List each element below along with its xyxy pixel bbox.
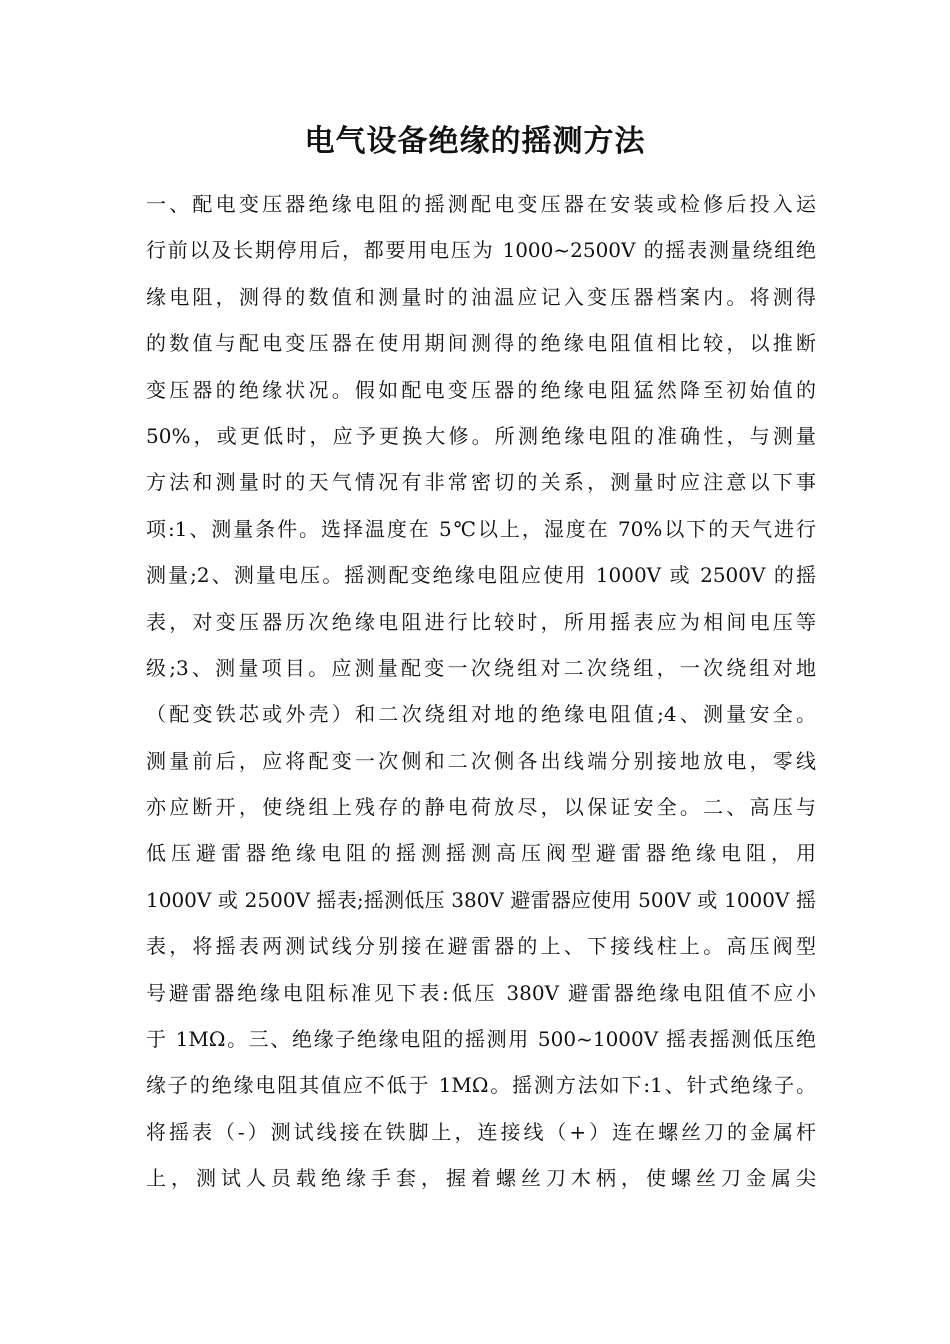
body-line: 测量前后，应将配变一次侧和二次侧各出线端分别接地放电，零线: [146, 748, 816, 773]
body-line: 缘电阻，测得的数值和测量时的油温应记入变压器档案内。将测得: [146, 284, 816, 309]
body-line: 项:1、测量条件。选择温度在 5℃以上，湿度在 70%以下的天气进行: [146, 516, 816, 541]
body-line: （配变铁芯或外壳）和二次绕组对地的绝缘电阻值;4、测量安全。: [146, 702, 816, 727]
body-line: 于 1MΩ。三、绝缘子绝缘电阻的摇测用 500~1000V 摇表摇测低压绝: [146, 1027, 816, 1052]
body-line: 50%，或更低时，应予更换大修。所测绝缘电阻的准确性，与测量: [146, 423, 816, 448]
body-line: 一、配电变压器绝缘电阻的摇测配电变压器在安装或检修后投入运: [146, 192, 816, 216]
body-line: 1000V 或 2500V 摇表;摇测低压 380V 避雷器应使用 500V 或 1000V 摇: [146, 887, 816, 912]
body-line: 表，对变压器历次绝缘电阻进行比较时，所用摇表应为相间电压等: [146, 609, 816, 634]
body-line: 行前以及长期停用后，都要用电压为 1000~2500V 的摇表测量绕组绝: [146, 238, 816, 263]
body-line: 上，测试人员载绝缘手套，握着螺丝刀木柄，使螺丝刀金属尖: [146, 1166, 816, 1191]
body-line: 表，将摇表两测试线分别接在避雷器的上、下接线柱上。高压阀型: [146, 934, 816, 959]
body-line: 级;3、测量项目。应测量配变一次绕组对二次绕组，一次绕组对地: [146, 655, 816, 680]
document-title: 电气设备绝缘的摇测方法: [304, 124, 646, 159]
body-line: 号避雷器绝缘电阻标准见下表:低压 380V 避雷器绝缘电阻值不应小: [146, 980, 816, 1005]
body-line: 的数值与配电变压器在使用期间测得的绝缘电阻值相比较，以推断: [146, 331, 816, 356]
body-line: 变压器的绝缘状况。假如配电变压器的绝缘电阻猛然降至初始值的: [146, 377, 816, 402]
body-line: 方法和测量时的天气情况有非常密切的关系，测量时应注意以下事: [146, 470, 816, 495]
body-line: 测量;2、测量电压。摇测配变绝缘电阻应使用 1000V 或 2500V 的摇: [146, 563, 816, 588]
document-body: [146, 181, 816, 1202]
body-line: 亦应断开，使绕组上残存的静电荷放尽，以保证安全。二、高压与: [146, 795, 816, 820]
body-line: 低压避雷器绝缘电阻的摇测摇测高压阀型避雷器绝缘电阻，用: [146, 841, 816, 866]
body-line: 缘子的绝缘电阻其值应不低于 1MΩ。摇测方法如下:1、针式绝缘子。: [146, 1073, 816, 1098]
body-line: 将摇表（-）测试线接在铁脚上，连接线（+）连在螺丝刀的金属杆: [146, 1119, 816, 1144]
